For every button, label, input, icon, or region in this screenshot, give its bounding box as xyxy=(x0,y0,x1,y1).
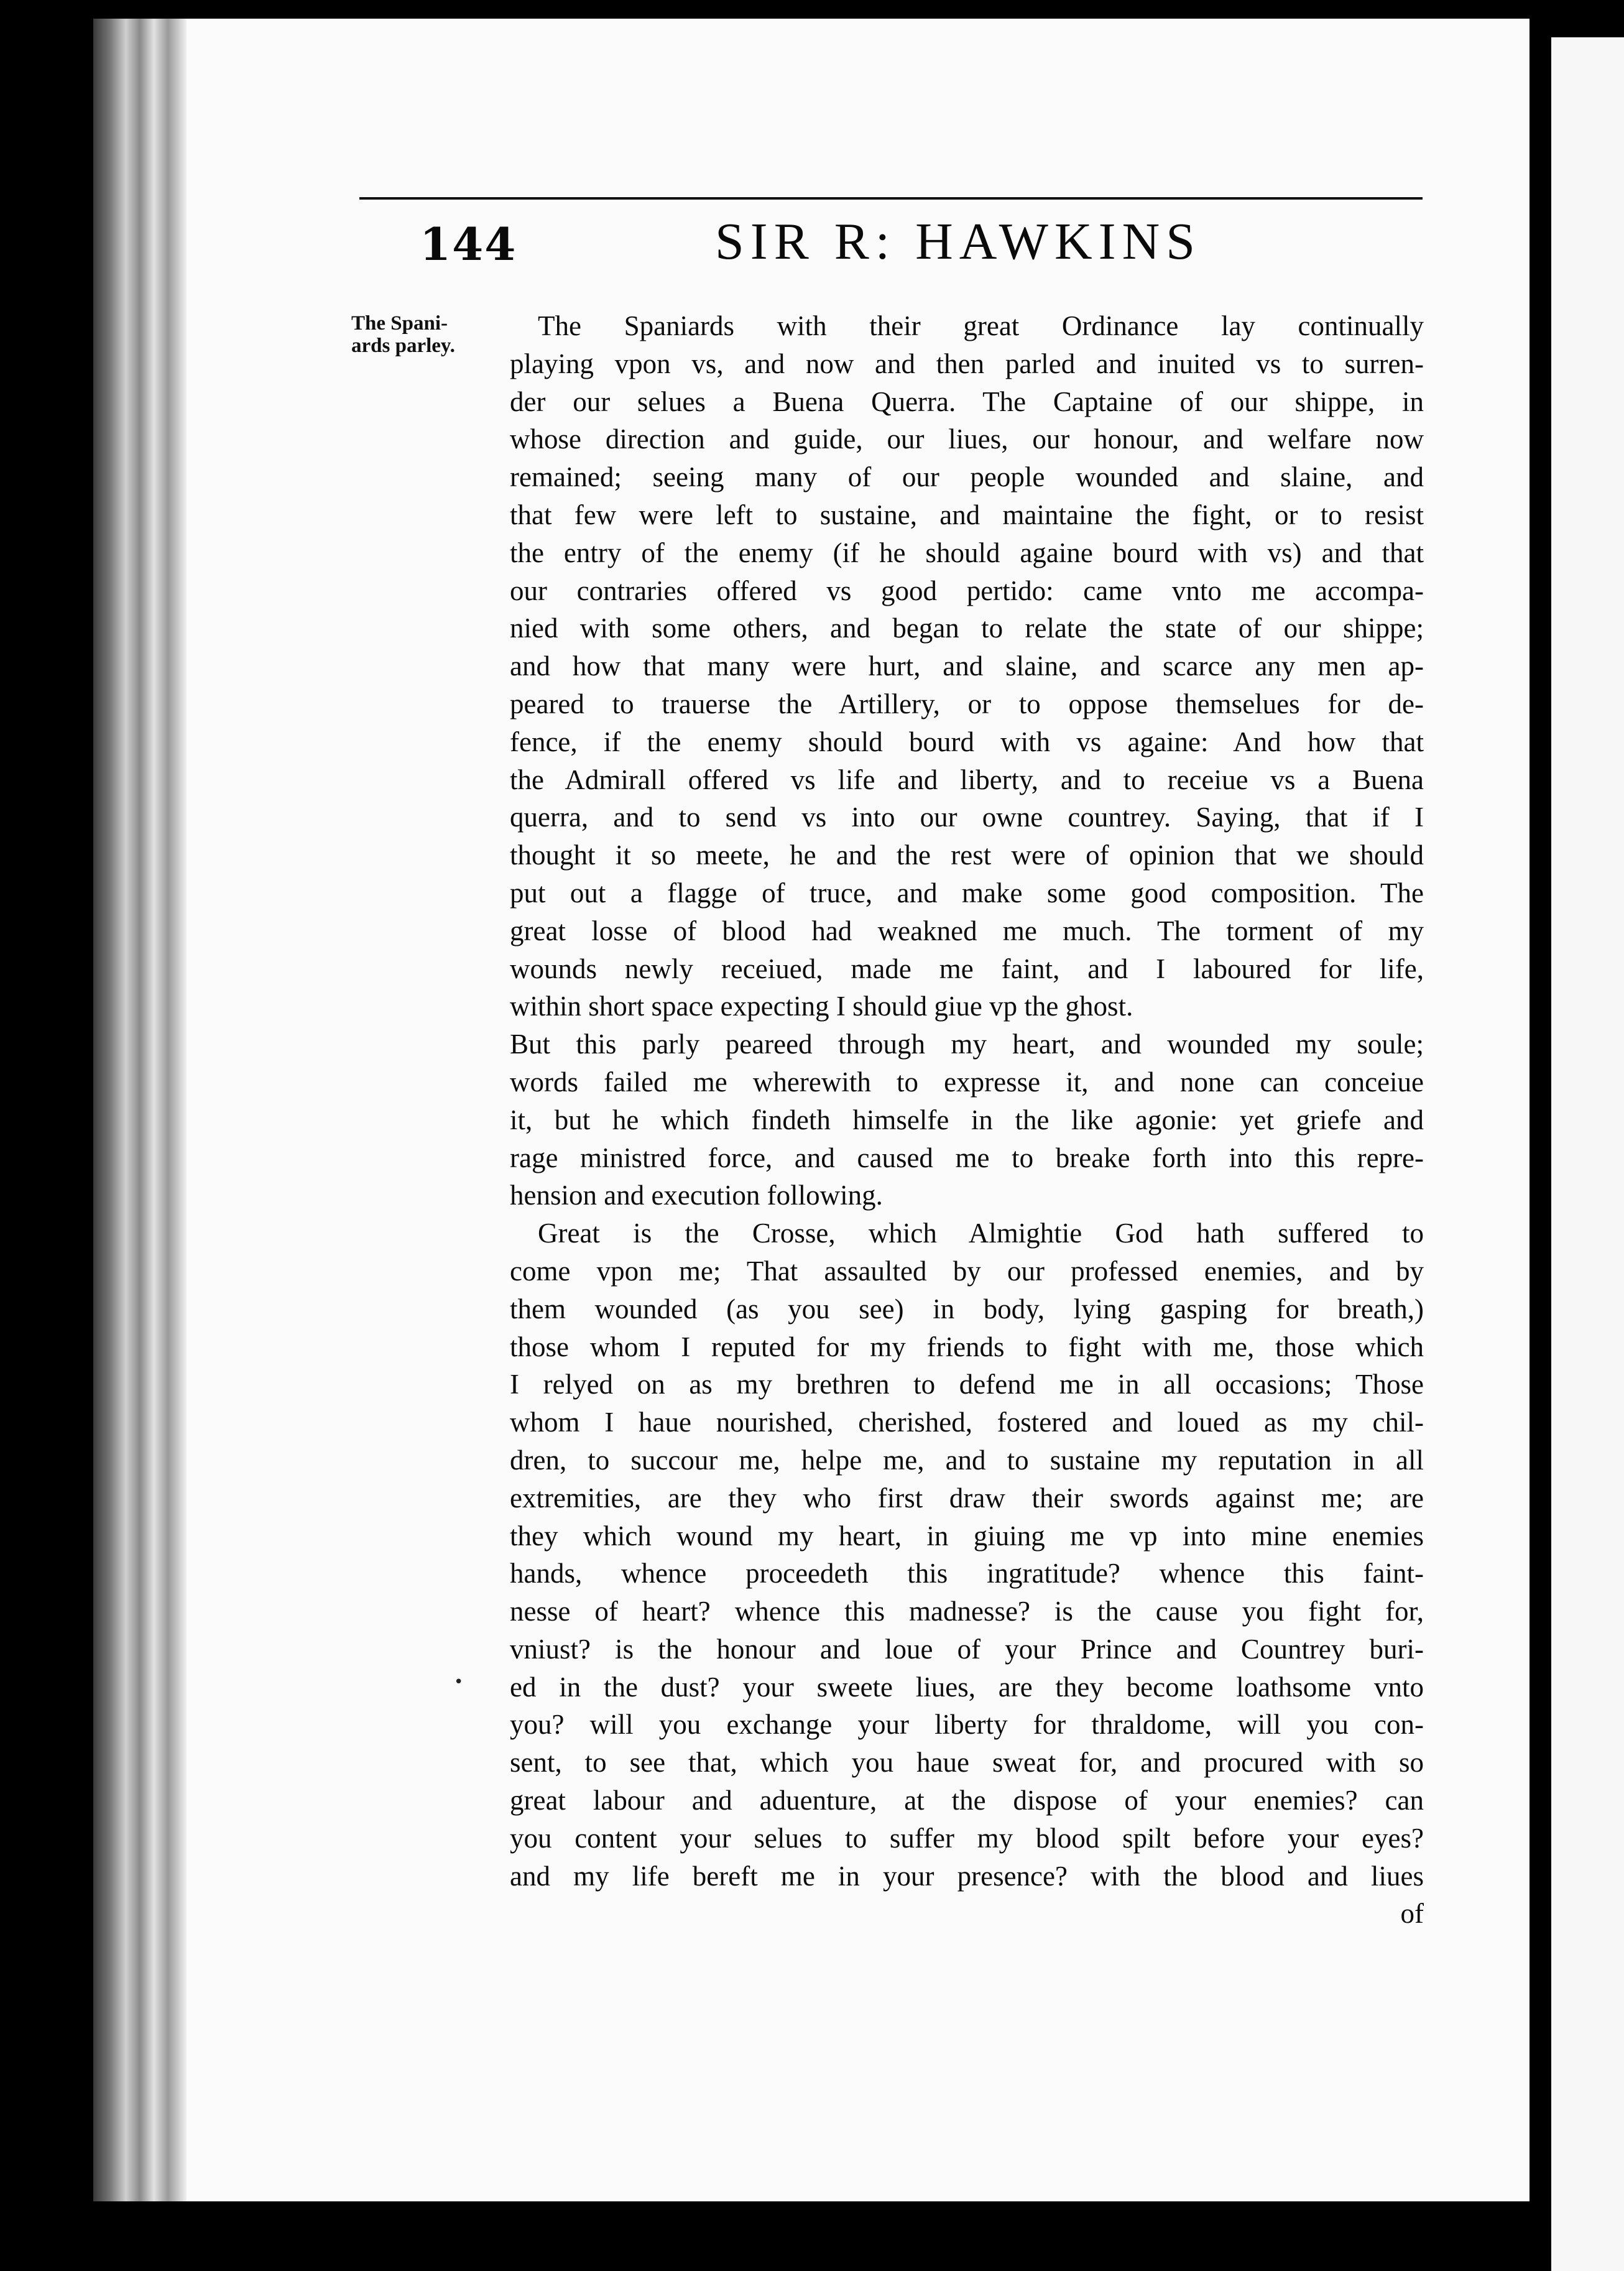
text-line: querra, and to send vs into our owne countrey. Saying, that if I xyxy=(510,802,1424,833)
text-line: within short space expecting I should giue vp the ghost. xyxy=(510,991,1133,1022)
text-line: dren, to succour me, helpe me, and to sustaine my reputation in all xyxy=(510,1444,1424,1476)
text-line: them wounded (as you see) in body, lying gasping for breath,) xyxy=(510,1293,1424,1325)
ink-speck: • xyxy=(454,1673,464,1691)
text-line: and my life bereft me in your presence? with the blood and liues xyxy=(510,1860,1424,1892)
text-line: those whom I reputed for my friends to fight with me, those which xyxy=(510,1331,1424,1362)
text-line: ed in the dust? your sweete liues, are they become loathsome vnto xyxy=(510,1671,1424,1703)
text-line: words failed me wherewith to expresse it, and none can conceiue xyxy=(510,1066,1424,1098)
text-line: put out a flagge of truce, and make some good composition. The xyxy=(510,877,1424,909)
text-line: wounds newly receiued, made me faint, and I laboured for life, xyxy=(510,953,1424,984)
text-line: you? will you exchange your liberty for thraldome, will you con- xyxy=(510,1709,1424,1741)
text-line: I relyed on as my brethren to defend me in all occasions; Those xyxy=(510,1369,1424,1400)
text-line: great losse of blood had weakned me much. The torment of my xyxy=(510,915,1424,946)
text-line: it, but he which findeth himselfe in the like agonie: yet griefe and xyxy=(510,1104,1424,1136)
text-line: our contraries offered vs good pertido: came vnto me accompa- xyxy=(510,575,1424,606)
text-line: extremities, are they who first draw their swords against me; are xyxy=(510,1482,1424,1514)
text-line: Great is the Crosse, which Almightie God hath suffered to xyxy=(538,1218,1424,1249)
catchword: of xyxy=(1400,1898,1424,1930)
marginal-note-line: ards parley. xyxy=(351,335,455,357)
text-line: and how that many were hurt, and slaine, and scarce any men ap- xyxy=(510,650,1424,682)
text-line: playing vpon vs, and now and then parled and inuited vs to surren- xyxy=(510,348,1424,379)
text-line: rage ministred force, and caused me to breake forth into this repre- xyxy=(510,1142,1424,1173)
text-line: whose direction and guide, our liues, our honour, and welfare now xyxy=(510,423,1424,455)
marginal-note-line: The Spani- xyxy=(351,312,448,335)
header-rule xyxy=(359,197,1423,200)
text-line: peared to trauerse the Artillery, or to oppose themselues for de- xyxy=(510,688,1424,719)
running-title: SIR R: HAWKINS xyxy=(715,213,1201,271)
text-line: thought it so meete, he and the rest were of opinion that we should xyxy=(510,839,1424,871)
text-line: der our selues a Buena Querra. The Captaine of our shippe, in xyxy=(510,386,1424,417)
text-line: great labour and aduenture, at the dispose of your enemies? can xyxy=(510,1785,1424,1816)
text-line: But this parly peareed through my heart, and wounded my soule; xyxy=(510,1029,1424,1060)
facing-page-edge xyxy=(1551,37,1624,2271)
text-line: sent, to see that, which you haue sweat for, and procured with so xyxy=(510,1747,1424,1778)
text-line: whom I haue nourished, cherished, fostered and loued as my chil- xyxy=(510,1407,1424,1438)
text-line: nesse of heart? whence this madnesse? is the cause you fight for, xyxy=(510,1596,1424,1627)
text-line: remained; seeing many of our people wounded and slaine, and xyxy=(510,461,1424,493)
page-number: 144 xyxy=(420,218,517,271)
marginal-note xyxy=(351,312,494,357)
body-text xyxy=(510,307,1424,1933)
text-line: you content your selues to suffer my blood spilt before your eyes? xyxy=(510,1822,1424,1854)
text-line: come vpon me; That assaulted by our professed enemies, and by xyxy=(510,1255,1424,1287)
text-line: they which wound my heart, in giuing me vp into mine enemies xyxy=(510,1520,1424,1552)
text-line: that few were left to sustaine, and maintaine the fight, or to resist xyxy=(510,499,1424,530)
book-gutter xyxy=(93,19,187,2201)
text-line: hension and execution following. xyxy=(510,1180,883,1211)
text-line: the Admirall offered vs life and liberty, and to receiue vs a Buena xyxy=(510,764,1424,795)
text-line: vniust? is the honour and loue of your Prince and Countrey buri- xyxy=(510,1633,1424,1665)
text-line: The Spaniards with their great Ordinance lay continually xyxy=(538,310,1424,341)
text-line: nied with some others, and began to relate the state of our shippe; xyxy=(510,613,1424,644)
text-line: hands, whence proceedeth this ingratitude? whence this faint- xyxy=(510,1558,1424,1589)
text-line: fence, if the enemy should bourd with vs againe: And how that xyxy=(510,726,1424,757)
text-line: the entry of the enemy (if he should againe bourd with vs) and that xyxy=(510,537,1424,568)
